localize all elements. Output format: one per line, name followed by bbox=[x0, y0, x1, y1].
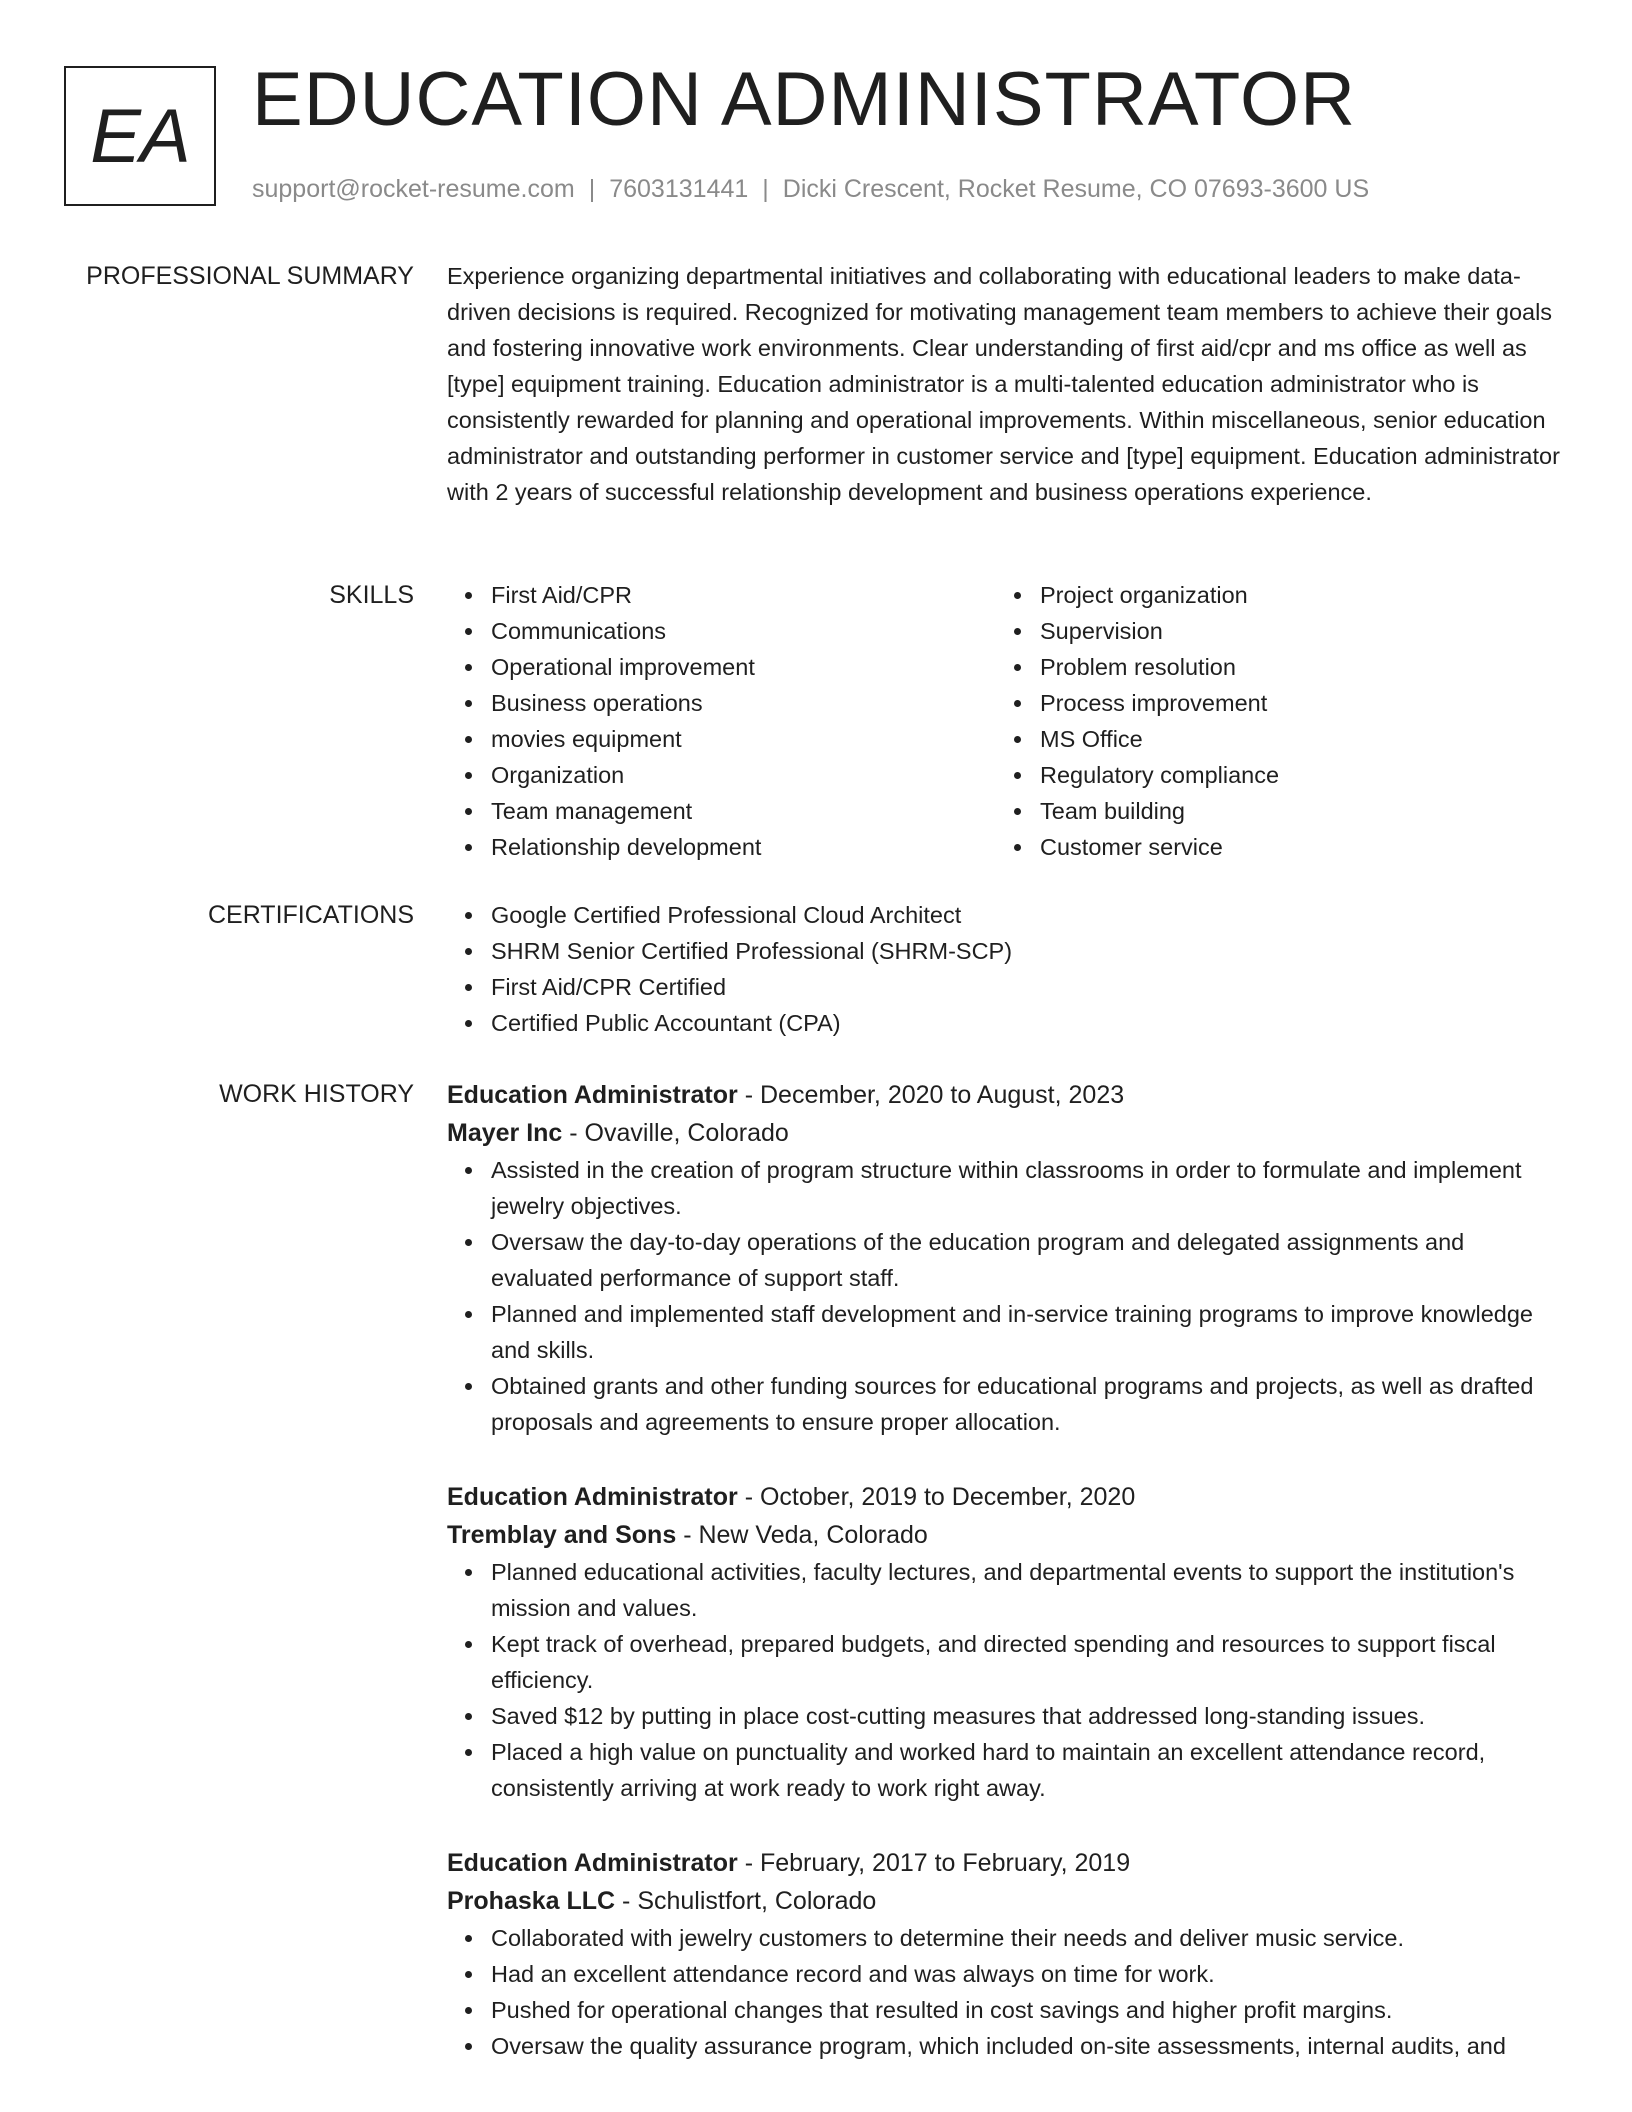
job-duty: Obtained grants and other funding sources for educational programs and projects, as well as drafted proposals and agreements to ensure proper allocation. bbox=[491, 1368, 1567, 1440]
job-title: Education Administrator bbox=[447, 1849, 738, 1877]
skill-item: Organization bbox=[491, 757, 996, 793]
job-duty: Had an excellent attendance record and was always on time for work. bbox=[491, 1956, 1567, 1992]
job-title-line bbox=[447, 1844, 1567, 1882]
contact-address: Dicki Crescent, Rocket Resume, CO 07693-3600 US bbox=[782, 175, 1370, 203]
skill-item: Customer service bbox=[1040, 829, 1545, 865]
certifications-body bbox=[447, 897, 1567, 1041]
summary-heading: PROFESSIONAL SUMMARY bbox=[86, 262, 414, 290]
contact-phone[interactable]: 7603131441 bbox=[609, 175, 749, 203]
skill-item: Business operations bbox=[491, 685, 996, 721]
certifications-list bbox=[447, 897, 1567, 1041]
job-company: Mayer Inc bbox=[447, 1119, 563, 1147]
skill-item: MS Office bbox=[1040, 721, 1545, 757]
job-entry bbox=[447, 1844, 1567, 2064]
monogram-initials: EA bbox=[90, 93, 190, 179]
monogram-box bbox=[64, 66, 216, 206]
summary-text: Experience organizing departmental initiatives and collaborating with educational leaders to make data-driven decisions is required. Recognized for motivating management team members to achieve their goals and fostering innovative work environments. Clear understanding of first aid/cpr and ms office as well as [type] equipment training. Education administrator is a multi-talented education administrator who is consistently rewarded for planning and operational improvements. Within miscellaneous, senior education administrator and outstanding performer in customer service and [type] equipment. Education administrator with 2 years of successful relationship development and business operations experience. bbox=[447, 263, 1560, 505]
skill-item: Relationship development bbox=[491, 829, 996, 865]
job-duty: Planned and implemented staff development and in-service training programs to improve knowledge and skills. bbox=[491, 1296, 1567, 1368]
certification-item: Certified Public Accountant (CPA) bbox=[491, 1005, 1567, 1041]
job-company-line bbox=[447, 1882, 1567, 1920]
job-title: Education Administrator bbox=[447, 1081, 738, 1109]
skill-item: movies equipment bbox=[491, 721, 996, 757]
job-entry bbox=[447, 1076, 1567, 1440]
job-title-line bbox=[447, 1478, 1567, 1516]
job-location: - Schulistfort, Colorado bbox=[615, 1887, 877, 1915]
work-history-body bbox=[447, 1076, 1567, 2102]
job-duty: Oversaw the day-to-day operations of the education program and delegated assignments and evaluated performance of support staff. bbox=[491, 1224, 1567, 1296]
certification-item: Google Certified Professional Cloud Architect bbox=[491, 897, 1567, 933]
summary-body bbox=[447, 258, 1567, 510]
candidate-name: EDUCATION ADMINISTRATOR bbox=[252, 57, 1356, 142]
job-dates: - February, 2017 to February, 2019 bbox=[737, 1849, 1131, 1877]
certification-item: First Aid/CPR Certified bbox=[491, 969, 1567, 1005]
skill-item: Regulatory compliance bbox=[1040, 757, 1545, 793]
job-dates: - October, 2019 to December, 2020 bbox=[737, 1483, 1136, 1511]
job-duties-list bbox=[447, 1554, 1567, 1806]
job-duty: Pushed for operational changes that resulted in cost savings and higher profit margins. bbox=[491, 1992, 1567, 2028]
work-history-heading: WORK HISTORY bbox=[219, 1080, 414, 1108]
contact-separator: | bbox=[588, 175, 596, 203]
job-duties-list bbox=[447, 1920, 1567, 2064]
skills-heading: SKILLS bbox=[329, 581, 414, 609]
job-company-line bbox=[447, 1114, 1567, 1152]
contact-line bbox=[252, 175, 1369, 204]
contact-separator: | bbox=[762, 175, 769, 203]
skill-item: First Aid/CPR bbox=[491, 577, 996, 613]
job-location: - Ovaville, Colorado bbox=[562, 1119, 789, 1147]
job-company: Tremblay and Sons bbox=[447, 1521, 677, 1549]
skill-item: Communications bbox=[491, 613, 996, 649]
skill-item: Process improvement bbox=[1040, 685, 1545, 721]
job-company: Prohaska LLC bbox=[447, 1887, 616, 1915]
contact-email[interactable]: support@rocket-resume.com bbox=[252, 175, 575, 203]
skill-item: Team building bbox=[1040, 793, 1545, 829]
job-duty: Collaborated with jewelry customers to determine their needs and deliver music service. bbox=[491, 1920, 1567, 1956]
job-entry bbox=[447, 1478, 1567, 1806]
skill-item: Team management bbox=[491, 793, 996, 829]
skill-item: Operational improvement bbox=[491, 649, 996, 685]
certification-item: SHRM Senior Certified Professional (SHRM-SCP) bbox=[491, 933, 1567, 969]
skills-list-right bbox=[996, 577, 1545, 865]
skills-grid bbox=[447, 577, 1567, 865]
job-duty: Assisted in the creation of program structure within classrooms in order to formulate and implement jewelry objectives. bbox=[491, 1152, 1567, 1224]
job-company-line bbox=[447, 1516, 1567, 1554]
skill-item: Project organization bbox=[1040, 577, 1545, 613]
job-duties-list bbox=[447, 1152, 1567, 1440]
job-title-line bbox=[447, 1076, 1567, 1114]
job-title: Education Administrator bbox=[447, 1483, 738, 1511]
job-duty: Saved $12 by putting in place cost-cutting measures that addressed long-standing issues. bbox=[491, 1698, 1567, 1734]
skills-body bbox=[447, 577, 1567, 865]
job-duty: Oversaw the quality assurance program, which included on-site assessments, internal audits, and bbox=[491, 2028, 1567, 2064]
skill-item: Supervision bbox=[1040, 613, 1545, 649]
skills-list-left bbox=[447, 577, 996, 865]
job-duty: Placed a high value on punctuality and worked hard to maintain an excellent attendance record, consistently arriving at work ready to work right away. bbox=[491, 1734, 1567, 1806]
job-location: - New Veda, Colorado bbox=[676, 1521, 928, 1549]
job-dates: - December, 2020 to August, 2023 bbox=[737, 1081, 1125, 1109]
job-duty: Planned educational activities, faculty lectures, and departmental events to support the institution's mission and values. bbox=[491, 1554, 1567, 1626]
skill-item: Problem resolution bbox=[1040, 649, 1545, 685]
job-duty: Kept track of overhead, prepared budgets, and directed spending and resources to support fiscal efficiency. bbox=[491, 1626, 1567, 1698]
certifications-heading: CERTIFICATIONS bbox=[207, 901, 414, 929]
